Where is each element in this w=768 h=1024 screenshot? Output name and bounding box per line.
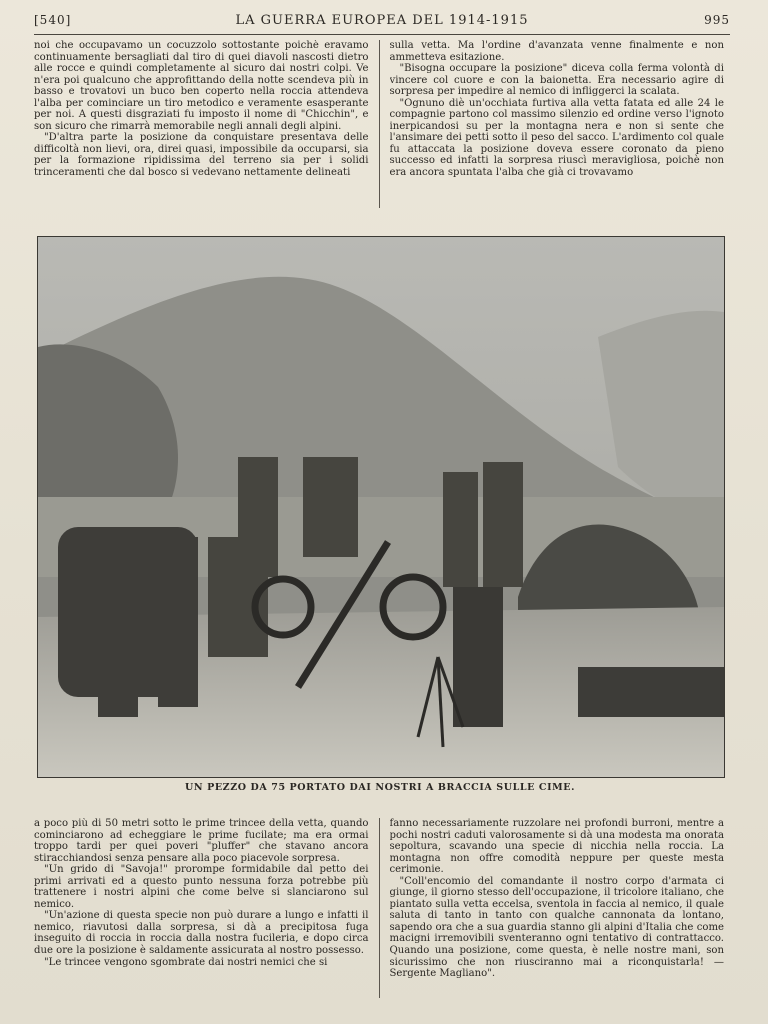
column-divider — [379, 818, 380, 998]
top-left-column — [34, 40, 369, 208]
running-title: LA GUERRA EUROPEA DEL 1914-1915 — [235, 13, 529, 28]
bottom-right-column — [390, 818, 725, 998]
paragraph: noi che occupavamo un cocuzzolo sottostante poichè eravamo continuamente bersagliati dal tiro di quei diavoli nascosti dietro alle rocce e quindi completamente al sicuro dai nostri colpi. Ve n'era poi qualcuno che approfittando della notte scendeva più in basso e trovatovi un buco ben coperto nella roccia attendeva l'alba per cominciare un tiro metodico e veramente esasperante per noi. A questi disgraziati fu imposto il nome di "Chicchin", e son sicuro che rimarrà memorabile negli annali degli alpini. — [34, 40, 369, 132]
artillery-photograph — [37, 236, 725, 778]
paragraph: "Un'azione di questa specie non può durare a lungo e infatti il nemico, riavutosi dalla sorpresa, si dà a precipitosa fuga inseguito di roccia in roccia dalla nostra fucileria, e dopo circa due ore la posizione è saldamente assicurata al nostro possesso. — [34, 910, 369, 957]
running-header — [34, 10, 730, 35]
paragraph: "Coll'encomio del comandante il nostro corpo d'armata ci giunge, il giorno stesso dell'occupazione, il tricolore italiano, che piantato sulla vetta eccelsa, sventola in faccia al nemico, il quale saluta di tanto in tanto con qualche cannonata da lontano, sapendo ora che a sua guardia stanno gli alpini d'Italia che come macigni irremovibili sventeranno ogni tentativo di contrattacco. Quando una posizione, come questa, è nelle nostre mani, son sicurissimo che non riusciranno mai a riconquistarla! — Sergente Magliano". — [389, 875, 724, 980]
page-number-right: 995 — [704, 13, 730, 27]
paragraph: "Bisogna occupare la posizione" diceva colla ferma volontà di vincere col cuore e con la baionetta. Era necessario agire di sorpresa per impedire al nemico di infliggerci la scalata. — [389, 63, 724, 98]
page-number-left: [540] — [34, 13, 72, 27]
paragraph: "Le trincee vengono sgombrate dai nostri nemici che si — [44, 956, 328, 968]
paragraph: "Ognuno diè un'occhiata furtiva alla vetta fatata ed alle 24 le compagnie partono col massimo silenzio ed ordine verso l'ignoto inerpicandosi su per la montagna nera e non si sente che l'ansimare dei petti sotto il peso del sacco. L'ardimento col quale fu attaccata la posizione doveva essere coronato da pieno successo ed infatti la sorpresa riuscì meravigliosa, poichè non era ancora spuntata l'alba che già ci trovavamo — [389, 97, 724, 179]
paragraph: "D'altra parte la posizione da conquistare presentava delle difficoltà non lievi, ora, direi quasi, impossibile da occuparsi, sia per la formazione ripidissima del terreno sia per i solidi trinceramenti che dal bosco si vedevano nettamente delineati — [34, 132, 369, 179]
paragraph: a poco più di 50 metri sotto le prime trincee della vetta, quando cominciarono ad echeggiare le prime fucilate; ma era ormai troppo tardi per quei poveri "pluffer" che stavano ancora stiracchiandosi senza pensare alla poco piacevole sorpresa. — [34, 818, 369, 864]
top-right-column — [390, 40, 725, 208]
bottom-left-column — [34, 818, 369, 998]
column-divider — [379, 40, 380, 208]
paragraph: fanno necessariamente ruzzolare nei profondi burroni, mentre a pochi nostri caduti valorosamente si dà una modesta ma onorata sepoltura, scavando una specie di nicchia nella roccia. La montagna non offre comodità neppure per queste mesta cerimonie. — [389, 818, 724, 876]
bottom-text-block — [34, 818, 724, 998]
top-text-block — [34, 40, 724, 208]
photo-caption: UN PEZZO DA 75 PORTATO DAI NOSTRI A BRACCIA SULLE CIME. — [185, 782, 575, 793]
paragraph: sulla vetta. Ma l'ordine d'avanzata venne finalmente e non ammetteva esitazione. — [389, 40, 724, 63]
paragraph: "Un grido di "Savoja!" prorompe formidabile dal petto dei primi arrivati ed a questo punto nessuna forza potrebbe più trattenere i nostri alpini che come belve si slanciarono sul nemico. — [34, 864, 369, 910]
